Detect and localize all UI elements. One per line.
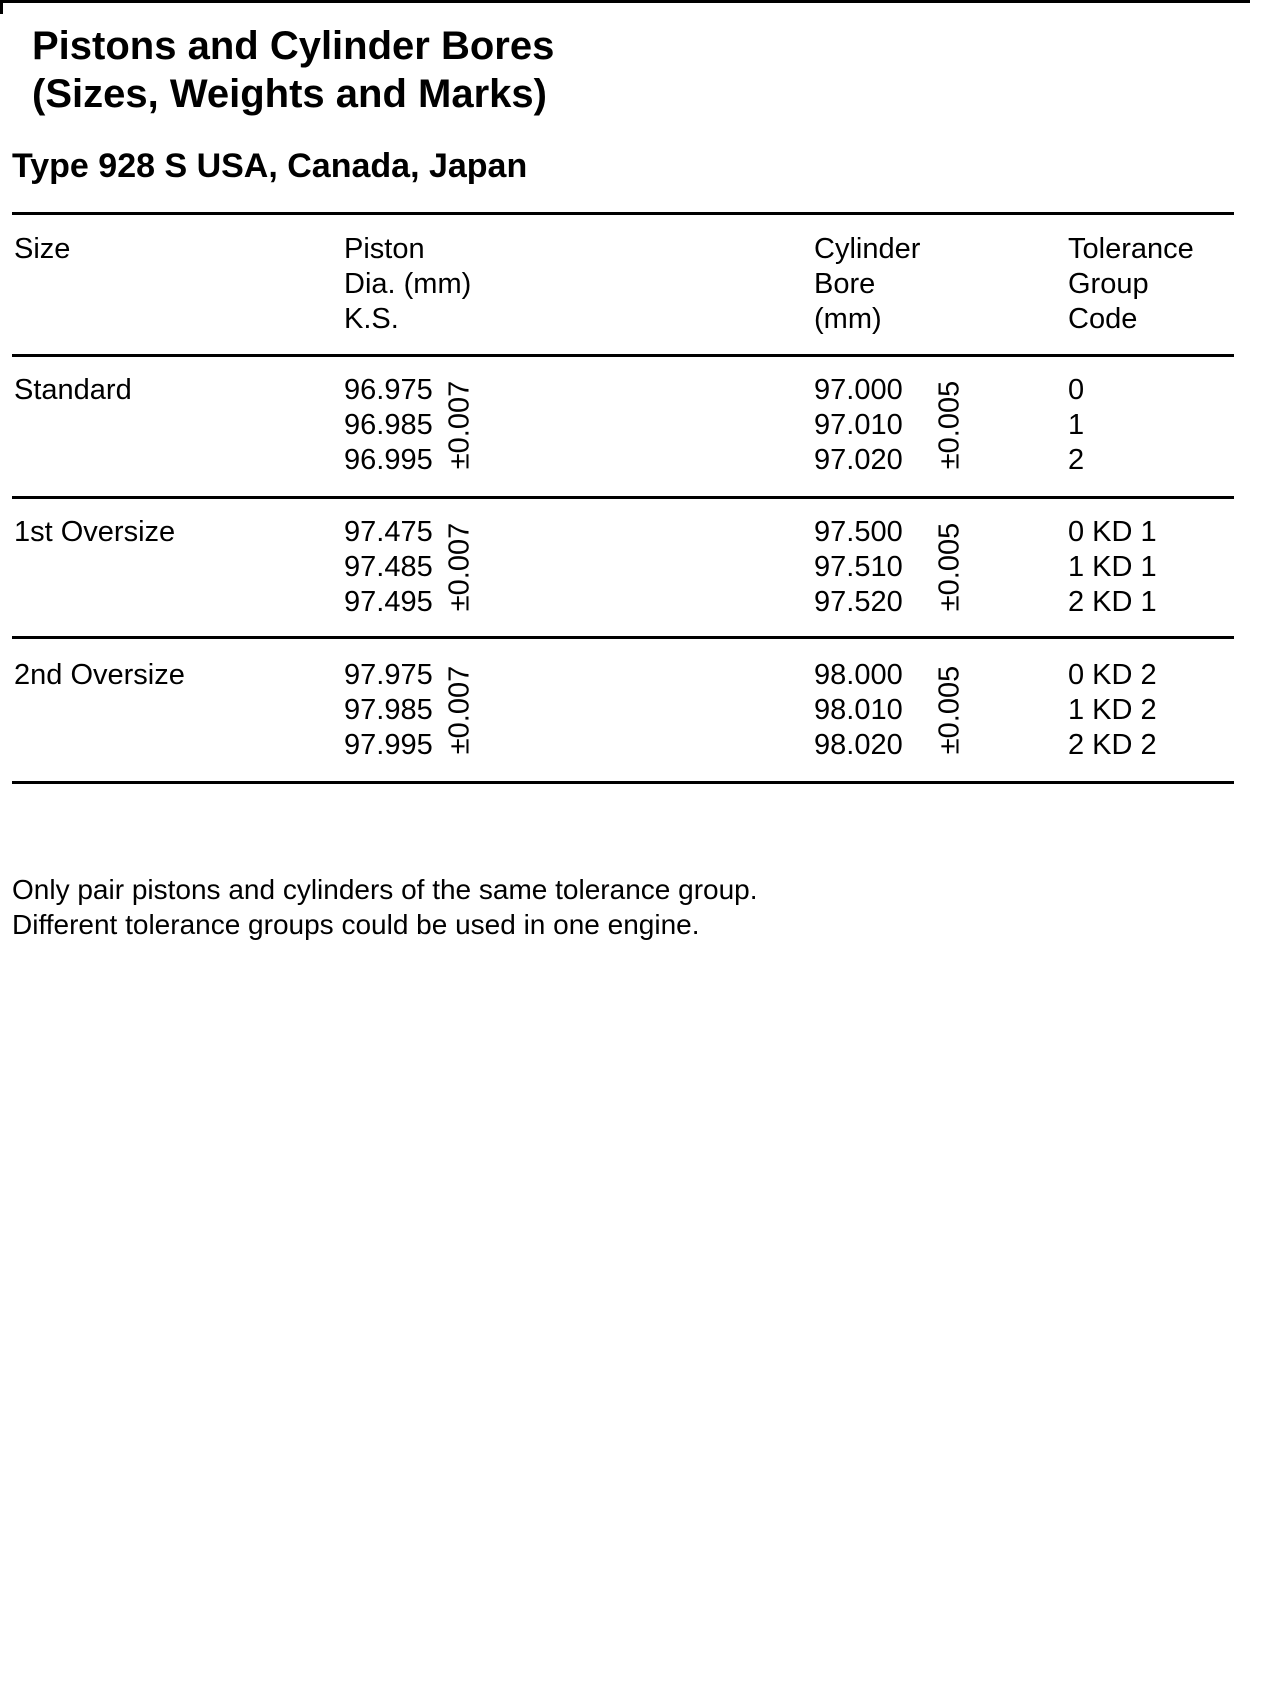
header-size-line: Size: [14, 233, 71, 265]
header-tolerance-line-2: Group: [1068, 268, 1149, 300]
table-header-rule: [12, 354, 1234, 357]
cylinder-bores: [814, 658, 903, 763]
tolerance-code: 1 KD 1: [1068, 551, 1157, 583]
piston-diameters: [344, 515, 433, 620]
header-tolerance: [1068, 232, 1194, 337]
footnote-line-2: Different tolerance groups could be used in one engine.: [12, 909, 700, 940]
header-tolerance-line-1: Tolerance: [1068, 233, 1194, 265]
cylinder-value: 97.500: [814, 516, 903, 548]
header-cylinder: [814, 232, 920, 337]
header-piston-line-1: Piston: [344, 233, 425, 265]
piston-value: 97.975: [344, 659, 433, 691]
piston-value: 97.475: [344, 516, 433, 548]
header-cylinder-line-2: Bore: [814, 268, 876, 300]
piston-value: 97.995: [344, 729, 433, 761]
piston-diameters: [344, 658, 433, 763]
corner-mark: [0, 0, 3, 14]
cylinder-tolerance-text: ±0.005: [933, 665, 966, 755]
piston-value: 96.985: [344, 409, 433, 441]
row-size-label: Standard: [14, 374, 132, 406]
table-row-rule: [12, 636, 1234, 639]
row-size-label: 1st Oversize: [14, 516, 176, 548]
page-subtitle: Type 928 S USA, Canada, Japan: [12, 147, 528, 185]
tolerance-codes: [1068, 515, 1157, 620]
tolerance-codes: [1068, 658, 1157, 763]
header-piston: [344, 232, 471, 337]
piston-tolerance-text: ±0.007: [443, 522, 476, 612]
tolerance-code: 1 KD 2: [1068, 694, 1157, 726]
page-title-line-2: (Sizes, Weights and Marks): [32, 72, 547, 116]
top-border-rule: [0, 0, 1250, 3]
header-cylinder-line-3: (mm): [814, 303, 882, 335]
cylinder-value: 97.510: [814, 551, 903, 583]
cylinder-tolerance-text: ±0.005: [933, 522, 966, 612]
cylinder-bores: [814, 515, 903, 620]
tolerance-code: 2 KD 1: [1068, 586, 1157, 618]
header-piston-line-3: K.S.: [344, 303, 399, 335]
piston-value: 97.985: [344, 694, 433, 726]
page-title: [32, 22, 554, 118]
row-size-label: 2nd Oversize: [14, 659, 185, 691]
footnote: [12, 872, 758, 942]
cylinder-value: 98.010: [814, 694, 903, 726]
cylinder-tolerance-text: ±0.005: [933, 380, 966, 470]
tolerance-code: 0: [1068, 374, 1085, 406]
table-top-rule: [12, 212, 1234, 215]
piston-tolerance-text: ±0.007: [443, 665, 476, 755]
cylinder-value: 98.020: [814, 729, 903, 761]
cylinder-value: 97.000: [814, 374, 903, 406]
footnote-line-1: Only pair pistons and cylinders of the same tolerance group.: [12, 874, 758, 905]
piston-value: 96.975: [344, 374, 433, 406]
piston-diameters: [344, 373, 433, 478]
piston-tolerance-text: ±0.007: [443, 380, 476, 470]
cylinder-value: 97.020: [814, 444, 903, 476]
header-size: [14, 232, 70, 267]
tolerance-code: 0 KD 2: [1068, 659, 1157, 691]
header-tolerance-line-3: Code: [1068, 303, 1138, 335]
header-cylinder-line-1: Cylinder: [814, 233, 921, 265]
tolerance-code: 2: [1068, 444, 1085, 476]
piston-value: 97.495: [344, 586, 433, 618]
piston-value: 96.995: [344, 444, 433, 476]
table-bottom-rule: [12, 781, 1234, 784]
cylinder-bores: [814, 373, 903, 478]
header-piston-line-2: Dia. (mm): [344, 268, 472, 300]
table-row-rule: [12, 496, 1234, 499]
tolerance-code: 2 KD 2: [1068, 729, 1157, 761]
tolerance-code: 1: [1068, 409, 1085, 441]
cylinder-value: 97.010: [814, 409, 903, 441]
page-title-line-1: Pistons and Cylinder Bores: [32, 24, 555, 68]
cylinder-value: 97.520: [814, 586, 903, 618]
piston-value: 97.485: [344, 551, 433, 583]
cylinder-value: 98.000: [814, 659, 903, 691]
tolerance-code: 0 KD 1: [1068, 516, 1157, 548]
tolerance-codes: [1068, 373, 1084, 478]
